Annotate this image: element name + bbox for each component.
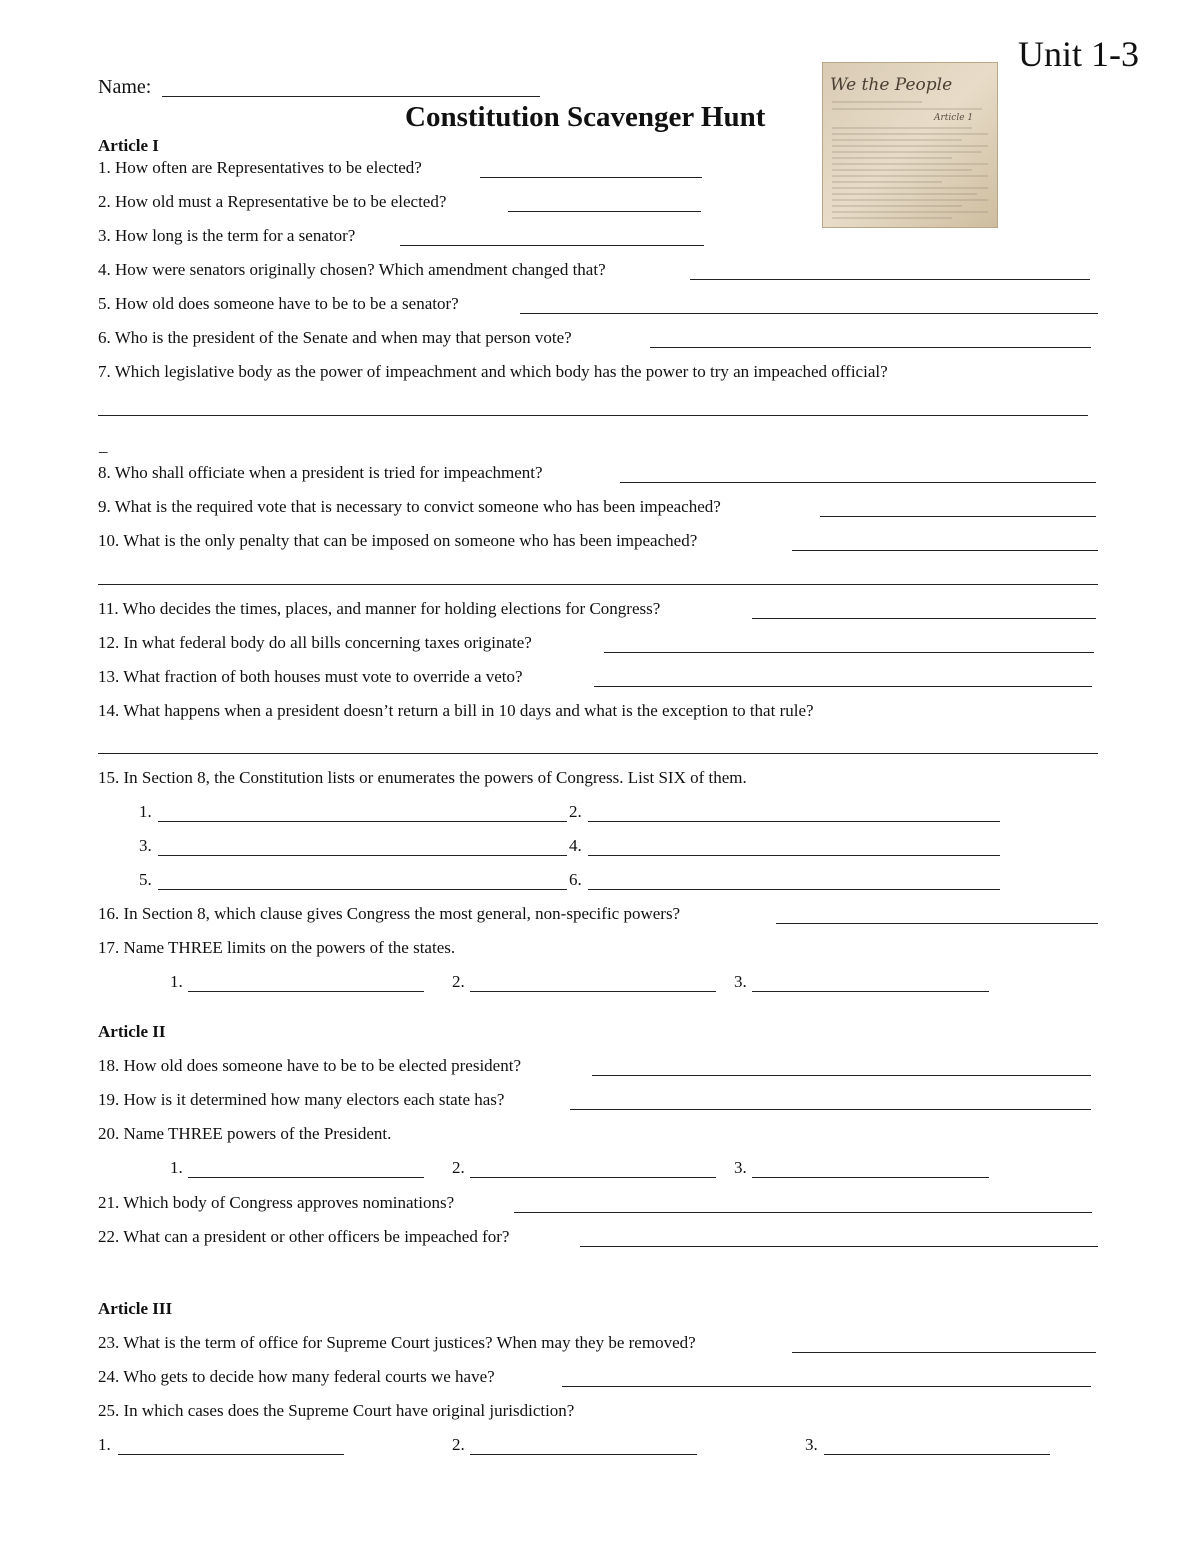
answer-line-18[interactable]: [592, 1075, 1091, 1076]
q15-answer-line[interactable]: [588, 855, 1000, 856]
answer-line-6[interactable]: [650, 347, 1091, 348]
answer-line-14[interactable]: [98, 753, 1098, 754]
q17-answer-line[interactable]: [188, 991, 424, 992]
q17-item-number: 2.: [452, 972, 465, 991]
question-20: 20. Name THREE powers of the President.: [98, 1124, 392, 1143]
q25-item-number: 3.: [805, 1435, 818, 1454]
answer-line-10b[interactable]: [98, 584, 1098, 585]
name-blank[interactable]: [162, 96, 540, 97]
q17-item-number: 3.: [734, 972, 747, 991]
answer-line-22[interactable]: [580, 1246, 1098, 1247]
q25-item-number: 2.: [452, 1435, 465, 1454]
answer-line-9[interactable]: [820, 516, 1096, 517]
question-21: 21. Which body of Congress approves nominations?: [98, 1193, 455, 1212]
q15-answer-line[interactable]: [588, 821, 1000, 822]
question-12: 12. In what federal body do all bills concerning taxes originate?: [98, 633, 532, 652]
q15-item-number: 5.: [139, 870, 152, 889]
answer-line-7[interactable]: [98, 415, 1088, 416]
q15-item-number: 3.: [139, 836, 152, 855]
answer-line-2[interactable]: [508, 211, 701, 212]
question-25: 25. In which cases does the Supreme Court have original jurisdiction?: [98, 1401, 575, 1420]
q20-answer-line[interactable]: [470, 1177, 716, 1178]
q17-answer-line[interactable]: [470, 991, 716, 992]
name-label: Name:: [98, 76, 152, 98]
question-2: 2. How old must a Representative be to be elected?: [98, 192, 447, 211]
answer-line-1[interactable]: [480, 177, 702, 178]
answer-line-10[interactable]: [792, 550, 1098, 551]
question-15: 15. In Section 8, the Constitution lists or enumerates the powers of Congress. List SIX of them.: [98, 768, 747, 787]
answer-line-16[interactable]: [776, 923, 1098, 924]
article-ii-heading: Article II: [98, 1022, 166, 1041]
q25-answer-line[interactable]: [470, 1454, 697, 1455]
answer-line-24[interactable]: [562, 1386, 1091, 1387]
q25-answer-line[interactable]: [824, 1454, 1050, 1455]
q15-item-number: 6.: [569, 870, 582, 889]
article-iii-heading: Article III: [98, 1299, 173, 1318]
answer-line-8[interactable]: [620, 482, 1096, 483]
q20-answer-line[interactable]: [188, 1177, 424, 1178]
answer-line-12[interactable]: [604, 652, 1094, 653]
question-7: 7. Which legislative body as the power of impeachment and which body has the power to try an impeached official?: [98, 362, 888, 381]
q20-item-number: 3.: [734, 1158, 747, 1177]
constitution-document-image: [822, 62, 998, 228]
image-headline: We the People: [830, 75, 953, 95]
question-16: 16. In Section 8, which clause gives Congress the most general, non-specific powers?: [98, 904, 681, 923]
q15-answer-line[interactable]: [158, 855, 567, 856]
q20-answer-line[interactable]: [752, 1177, 989, 1178]
unit-label: Unit 1-3: [1018, 34, 1139, 74]
image-subhead: Article 1: [934, 113, 974, 123]
page-title: Constitution Scavenger Hunt: [405, 101, 766, 133]
question-5: 5. How old does someone have to be to be a senator?: [98, 294, 459, 313]
q17-item-number: 1.: [170, 972, 183, 991]
question-24: 24. Who gets to decide how many federal courts we have?: [98, 1367, 495, 1386]
question-11: 11. Who decides the times, places, and manner for holding elections for Congress?: [98, 599, 661, 618]
question-8: 8. Who shall officiate when a president is tried for impeachment?: [98, 463, 543, 482]
article-i-heading: Article I: [98, 136, 159, 155]
answer-line-4[interactable]: [690, 279, 1090, 280]
answer-line-21[interactable]: [514, 1212, 1092, 1213]
q15-answer-line[interactable]: [588, 889, 1000, 890]
q15-item-number: 4.: [569, 836, 582, 855]
q20-item-number: 2.: [452, 1158, 465, 1177]
question-18: 18. How old does someone have to be to be elected president?: [98, 1056, 521, 1075]
question-6: 6. Who is the president of the Senate and when may that person vote?: [98, 328, 572, 347]
answer-line-23[interactable]: [792, 1352, 1096, 1353]
answer-line-11[interactable]: [752, 618, 1096, 619]
question-10: 10. What is the only penalty that can be imposed on someone who has been impeached?: [98, 531, 698, 550]
q15-answer-line[interactable]: [158, 889, 567, 890]
q17-answer-line[interactable]: [752, 991, 989, 992]
answer-line-3[interactable]: [400, 245, 704, 246]
q25-answer-line[interactable]: [118, 1454, 344, 1455]
answer-line-19[interactable]: [570, 1109, 1091, 1110]
answer-line-13[interactable]: [594, 686, 1092, 687]
q25-item-number: 1.: [98, 1435, 111, 1454]
q15-answer-line[interactable]: [158, 821, 567, 822]
question-13: 13. What fraction of both houses must vote to override a veto?: [98, 667, 523, 686]
question-7-tail: _: [99, 436, 108, 455]
answer-line-5[interactable]: [520, 313, 1098, 314]
q20-item-number: 1.: [170, 1158, 183, 1177]
question-22: 22. What can a president or other officers be impeached for?: [98, 1227, 510, 1246]
question-14: 14. What happens when a president doesn’t return a bill in 10 days and what is the exception to that rule?: [98, 701, 814, 720]
question-19: 19. How is it determined how many electors each state has?: [98, 1090, 505, 1109]
question-17: 17. Name THREE limits on the powers of the states.: [98, 938, 456, 957]
question-4: 4. How were senators originally chosen? Which amendment changed that?: [98, 260, 606, 279]
question-1: 1. How often are Representatives to be elected?: [98, 158, 422, 177]
question-9: 9. What is the required vote that is necessary to convict someone who has been impeached?: [98, 497, 721, 516]
question-23: 23. What is the term of office for Supreme Court justices? When may they be removed?: [98, 1333, 696, 1352]
question-3: 3. How long is the term for a senator?: [98, 226, 356, 245]
q15-item-number: 1.: [139, 802, 152, 821]
q15-item-number: 2.: [569, 802, 582, 821]
